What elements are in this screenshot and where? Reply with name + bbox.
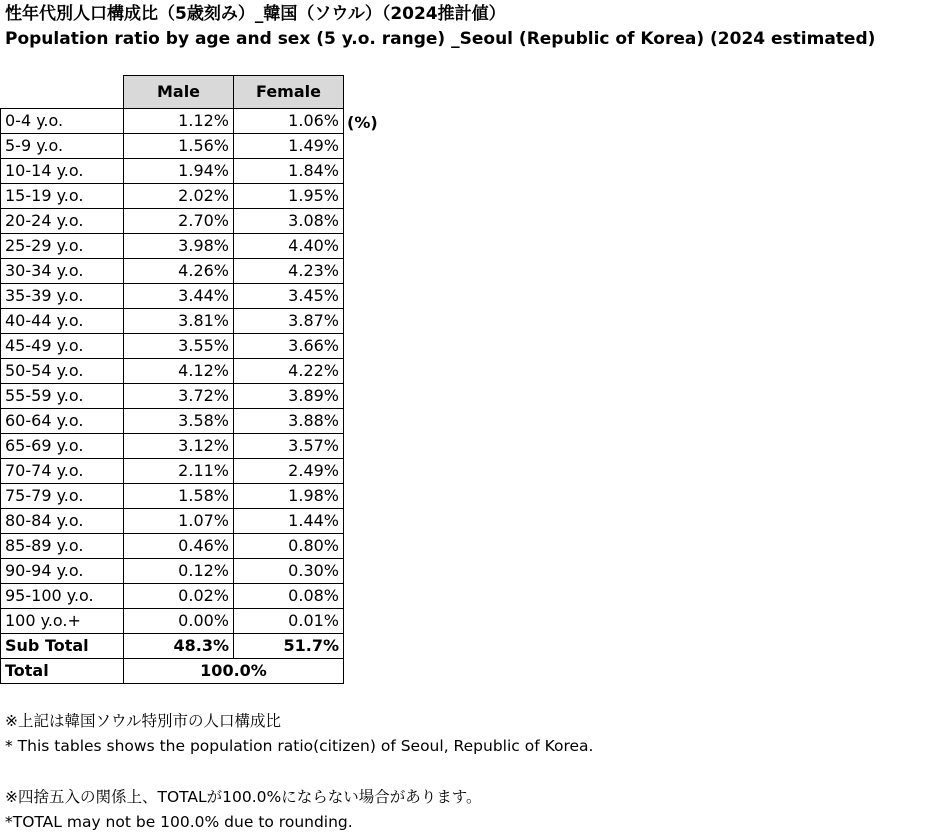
table-row (1, 259, 344, 284)
table-row (1, 509, 344, 534)
table-row (1, 359, 344, 384)
table-row (1, 334, 344, 359)
cell-age: 20-24 y.o. (1, 209, 124, 234)
cell-age: 15-19 y.o. (1, 184, 124, 209)
cell-female: 3.88% (234, 409, 344, 434)
cell-age: 25-29 y.o. (1, 234, 124, 259)
cell-male: 3.58% (124, 409, 234, 434)
total-value: 100.0% (124, 659, 344, 684)
cell-age: 60-64 y.o. (1, 409, 124, 434)
cell-age: 85-89 y.o. (1, 534, 124, 559)
table-row (1, 184, 344, 209)
cell-female: 3.87% (234, 309, 344, 334)
table-row (1, 309, 344, 334)
cell-female: 4.23% (234, 259, 344, 284)
cell-male: 2.11% (124, 459, 234, 484)
cell-male: 0.00% (124, 609, 234, 634)
cell-male: 4.12% (124, 359, 234, 384)
cell-female: 1.84% (234, 159, 344, 184)
cell-age: 75-79 y.o. (1, 484, 124, 509)
cell-female: 4.22% (234, 359, 344, 384)
cell-female: 0.80% (234, 534, 344, 559)
cell-age: 45-49 y.o. (1, 334, 124, 359)
subtotal-row (1, 634, 344, 659)
cell-female: 3.57% (234, 434, 344, 459)
cell-age: 70-74 y.o. (1, 459, 124, 484)
cell-age: 95-100 y.o. (1, 584, 124, 609)
cell-male: 1.07% (124, 509, 234, 534)
header-blank (1, 76, 124, 109)
table-row (1, 459, 344, 484)
cell-female: 3.45% (234, 284, 344, 309)
cell-male: 0.02% (124, 584, 234, 609)
cell-female: 1.95% (234, 184, 344, 209)
subtotal-male: 48.3% (124, 634, 234, 659)
table-row (1, 534, 344, 559)
cell-age: 40-44 y.o. (1, 309, 124, 334)
cell-male: 3.98% (124, 234, 234, 259)
cell-male: 1.94% (124, 159, 234, 184)
cell-male: 3.12% (124, 434, 234, 459)
table-row (1, 484, 344, 509)
note-jp-2: ※四捨五入の関係上、TOTALが100.0%にならない場合があります。 (5, 788, 482, 806)
cell-male: 0.12% (124, 559, 234, 584)
cell-age: 30-34 y.o. (1, 259, 124, 284)
cell-male: 0.46% (124, 534, 234, 559)
cell-male: 3.55% (124, 334, 234, 359)
cell-male: 1.58% (124, 484, 234, 509)
note-jp-1: ※上記は韓国ソウル特別市の人口構成比 (5, 712, 282, 730)
cell-age: 80-84 y.o. (1, 509, 124, 534)
header-female: Female (234, 76, 344, 109)
subtotal-female: 51.7% (234, 634, 344, 659)
cell-age: 100 y.o.+ (1, 609, 124, 634)
cell-male: 2.02% (124, 184, 234, 209)
title-japanese: 性年代別人口構成比（5歳刻み）_韓国（ソウル）（2024推計値） (5, 4, 506, 24)
cell-female: 4.40% (234, 234, 344, 259)
cell-age: 10-14 y.o. (1, 159, 124, 184)
table-row (1, 159, 344, 184)
table-row (1, 434, 344, 459)
note-en-2: *TOTAL may not be 100.0% due to rounding. (5, 813, 353, 831)
cell-age: 90-94 y.o. (1, 559, 124, 584)
cell-male: 3.72% (124, 384, 234, 409)
cell-age: 65-69 y.o. (1, 434, 124, 459)
table-header-row (1, 76, 344, 109)
header-male: Male (124, 76, 234, 109)
unit-label: (%) (347, 113, 378, 132)
title-english: Population ratio by age and sex (5 y.o. range) _Seoul (Republic of Korea) (2024 estimated) (5, 29, 876, 49)
cell-female: 0.01% (234, 609, 344, 634)
table-row (1, 134, 344, 159)
subtotal-label: Sub Total (1, 634, 124, 659)
cell-female: 2.49% (234, 459, 344, 484)
table-row (1, 234, 344, 259)
table-row (1, 609, 344, 634)
cell-female: 3.08% (234, 209, 344, 234)
table-row (1, 284, 344, 309)
cell-male: 3.81% (124, 309, 234, 334)
cell-female: 3.89% (234, 384, 344, 409)
cell-age: 50-54 y.o. (1, 359, 124, 384)
cell-age: 35-39 y.o. (1, 284, 124, 309)
cell-age: 0-4 y.o. (1, 109, 124, 134)
cell-female: 3.66% (234, 334, 344, 359)
total-label: Total (1, 659, 124, 684)
table-row (1, 409, 344, 434)
total-row (1, 659, 344, 684)
cell-female: 1.06% (234, 109, 344, 134)
cell-female: 0.30% (234, 559, 344, 584)
cell-male: 1.56% (124, 134, 234, 159)
table-row (1, 384, 344, 409)
table-row (1, 209, 344, 234)
population-table (0, 75, 344, 684)
cell-female: 1.49% (234, 134, 344, 159)
cell-male: 2.70% (124, 209, 234, 234)
cell-age: 5-9 y.o. (1, 134, 124, 159)
note-en-1: * This tables shows the population ratio(citizen) of Seoul, Republic of Korea. (5, 737, 594, 755)
cell-female: 1.98% (234, 484, 344, 509)
cell-female: 0.08% (234, 584, 344, 609)
cell-age: 55-59 y.o. (1, 384, 124, 409)
table-row (1, 584, 344, 609)
table-row (1, 559, 344, 584)
cell-male: 1.12% (124, 109, 234, 134)
cell-male: 3.44% (124, 284, 234, 309)
table-body (1, 109, 344, 684)
cell-female: 1.44% (234, 509, 344, 534)
cell-male: 4.26% (124, 259, 234, 284)
table-row (1, 109, 344, 134)
